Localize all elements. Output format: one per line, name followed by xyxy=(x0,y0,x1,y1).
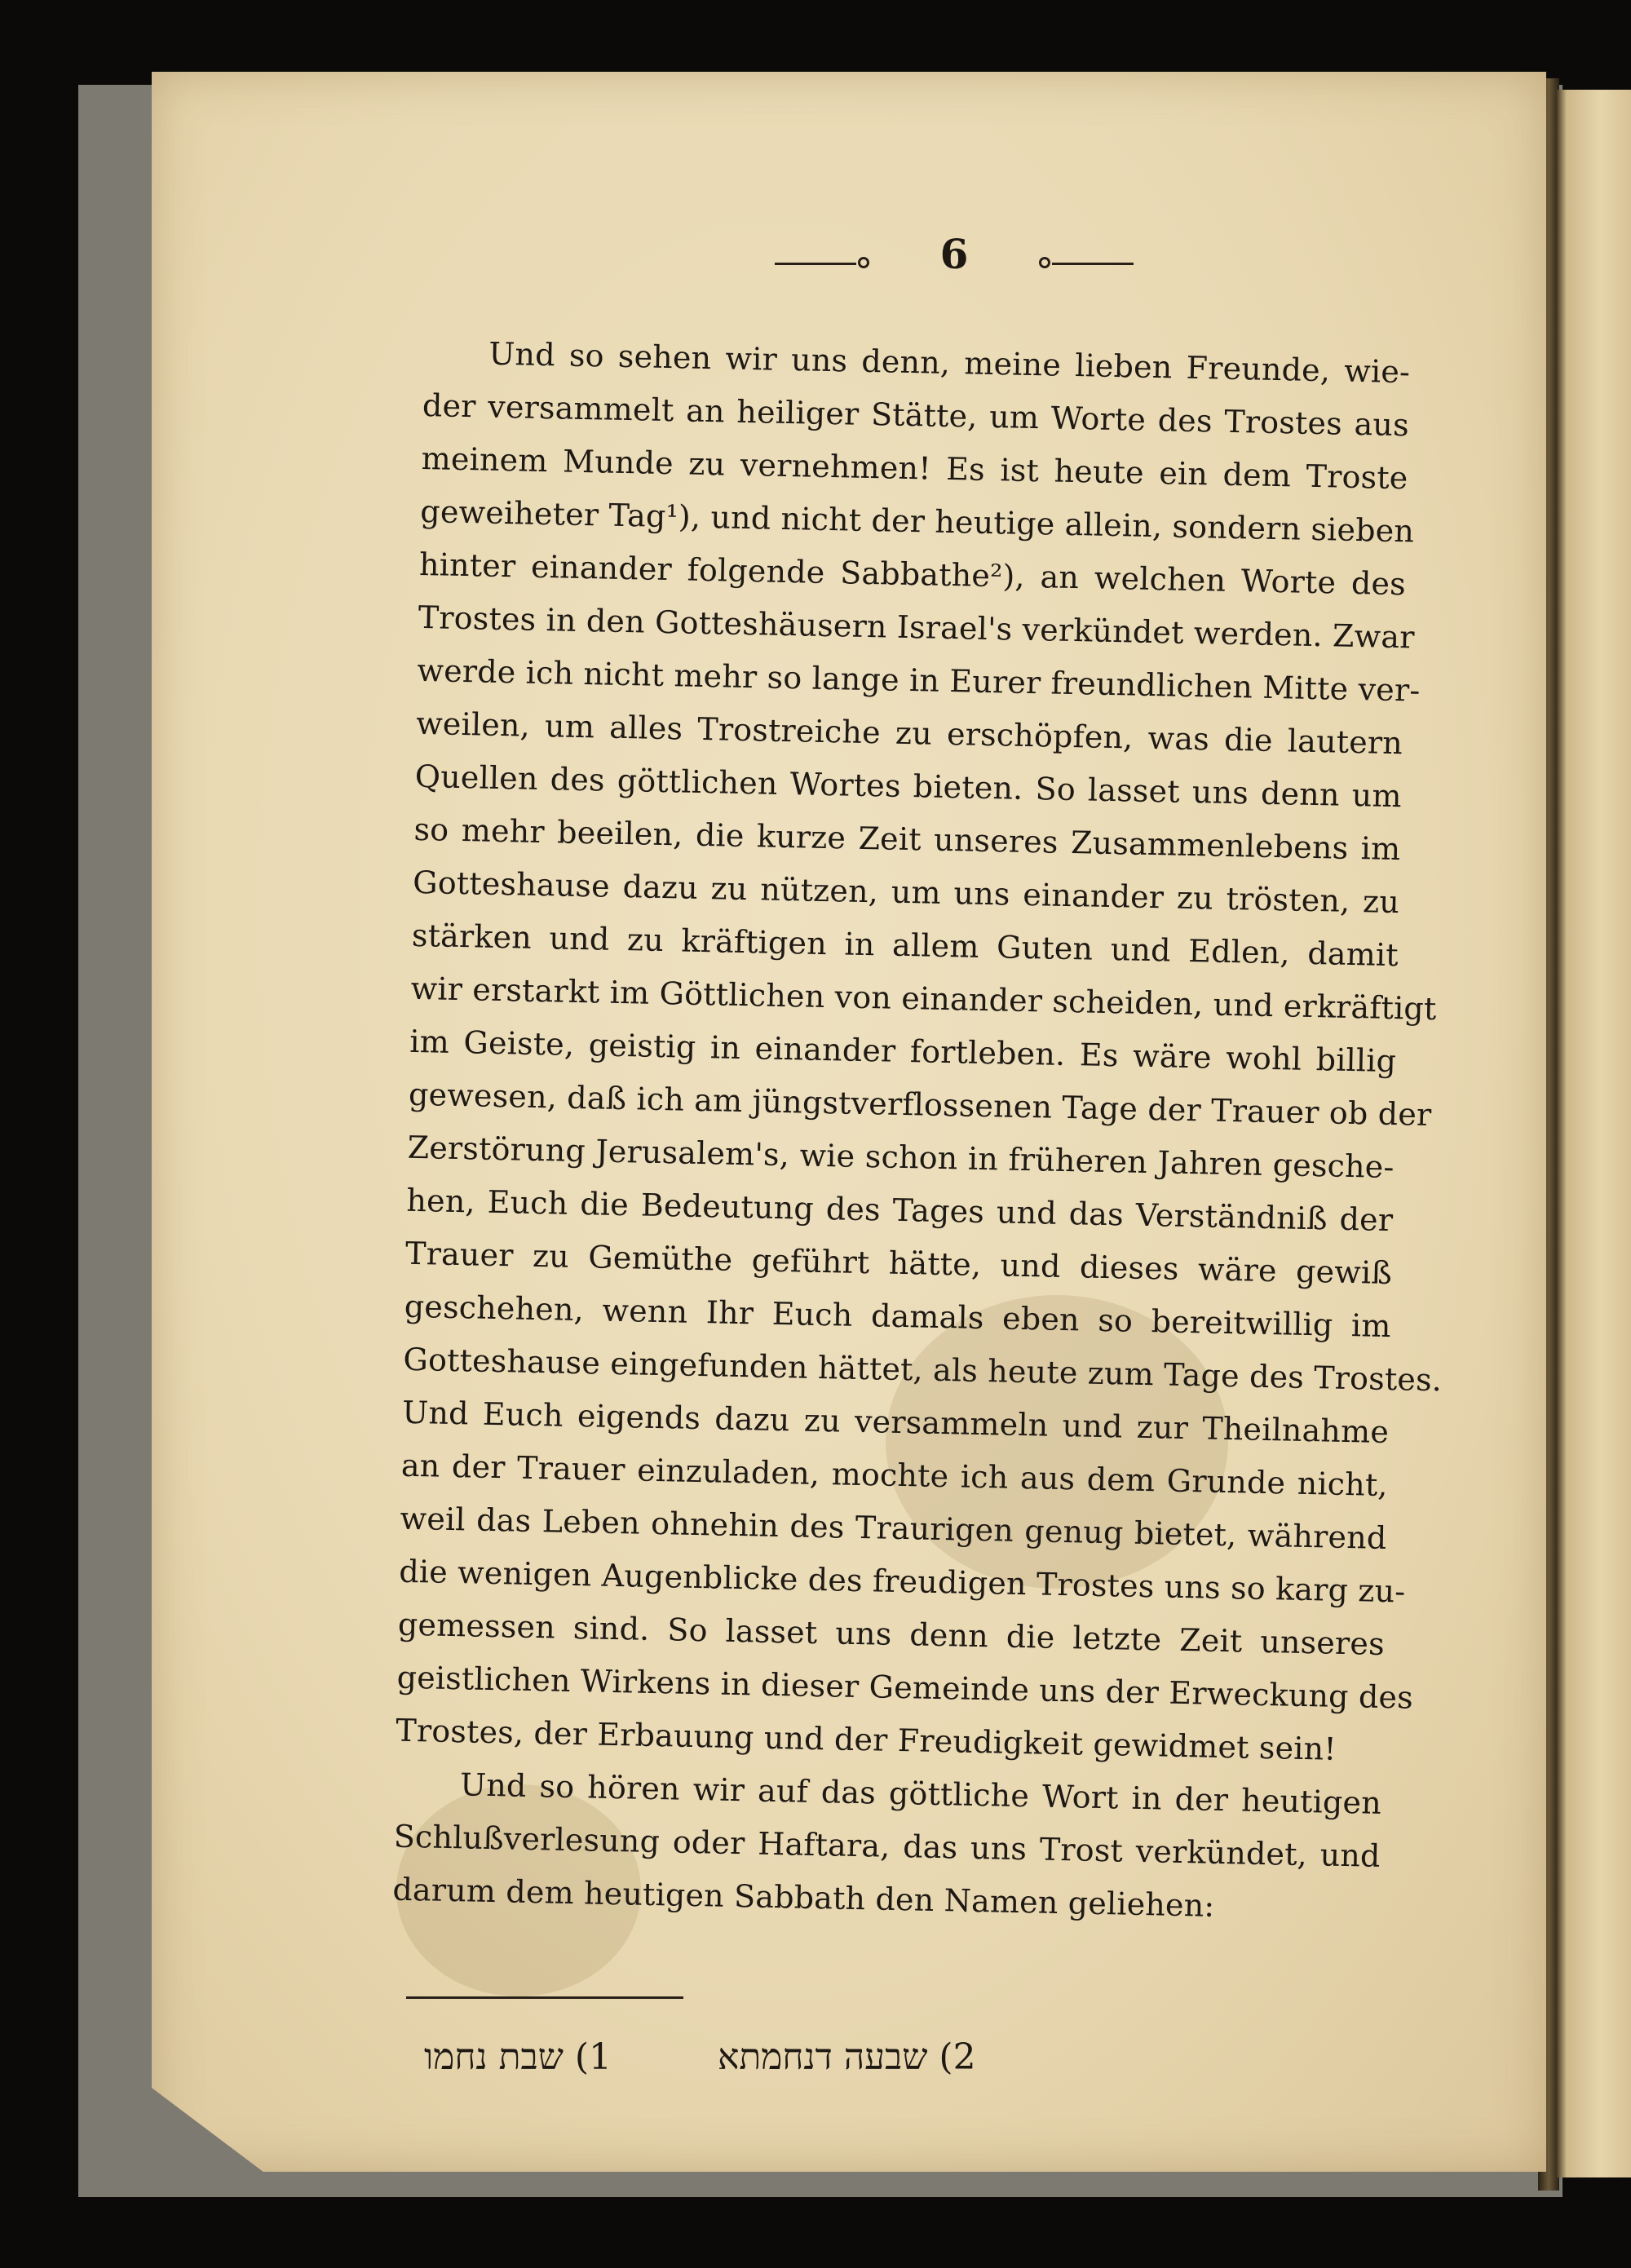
text-line: Und so sehen wir uns denn, meine lieben Freunde, wie- xyxy=(488,335,1411,391)
text-line: Zerstörung Jerusalem's, wie schon in früheren Jahren gesche- xyxy=(407,1129,1395,1186)
facing-page-edge xyxy=(1556,90,1631,2177)
text-line: der versammelt an heiliger Stätte, um Worte des Trostes aus xyxy=(422,387,1410,444)
text-line: Und Euch eigends dazu zu versammeln und zur Theilnahme xyxy=(401,1394,1390,1451)
text-line: weilen, um alles Trostreiche zu erschöpfen, was die lautern xyxy=(415,705,1403,762)
footnote-2 xyxy=(718,2029,976,2086)
text-line: Trostes, der Erbauung und der Freudigkeit gewidmet sein! xyxy=(395,1712,1337,1767)
footnote-text: שבעה דנחמתא xyxy=(718,2036,928,2078)
text-line: Trauer zu Gemüthe geführt hätte, und dieses wäre gewiß xyxy=(404,1235,1393,1292)
text-line: die wenigen Augenblicke des freudigen Trostes uns so karg zu- xyxy=(398,1553,1406,1610)
header-rule-right xyxy=(1052,263,1134,265)
footnote-mark: 2) xyxy=(939,2036,976,2078)
paragraph-2 xyxy=(392,1757,1382,1936)
text-line: Gotteshause dazu zu nützen, um uns einander zu trösten, zu xyxy=(412,864,1400,921)
text-line: geschehen, wenn Ihr Euch damals eben so bereitwillig im xyxy=(404,1288,1392,1345)
text-line: hinter einander folgende Sabbathe²), an welchen Worte des xyxy=(418,546,1407,603)
text-line: an der Trauer einzuladen, mochte ich aus dem Grunde nicht, xyxy=(400,1447,1389,1503)
text-line: weil das Leben ohnehin des Traurigen genug bietet, während xyxy=(400,1500,1387,1556)
text-line: hen, Euch die Bedeutung des Tages und das Verständniß der xyxy=(406,1182,1394,1239)
text-line: im Geiste, geistig in einander fortleben. Es wäre wohl billig xyxy=(409,1023,1397,1080)
text-line: geweiheter Tag¹), und nicht der heutige allein, sondern sieben xyxy=(420,493,1415,550)
text-line: so mehr beeilen, die kurze Zeit unseres Zusammenlebens im xyxy=(413,811,1401,868)
footnote-rule xyxy=(406,1996,683,1999)
body-text xyxy=(392,326,1443,1936)
text-line: Trostes in den Gotteshäusern Israel's verkündet werden. Zwar xyxy=(418,599,1416,656)
footnote-mark: 1) xyxy=(574,2036,612,2078)
text-line: gewesen, daß ich am jüngstverflossenen Tage der Trauer ob der xyxy=(408,1076,1432,1133)
text-line: Quellen des göttlichen Wortes bieten. So lasset uns denn um xyxy=(414,758,1403,815)
footnote-text: שבת נחמו xyxy=(424,2036,564,2078)
page-header xyxy=(775,230,1134,287)
text-line: Schlußverlesung oder Haftara, das uns Trost verkündet, und xyxy=(393,1818,1381,1874)
text-line: gemessen sind. So lasset uns denn die letzte Zeit unseres xyxy=(397,1606,1386,1662)
text-line: meinem Munde zu vernehmen! Es ist heute ein dem Troste xyxy=(421,440,1408,497)
text-line: werde ich nicht mehr so lange in Eurer freundlichen Mitte ver- xyxy=(417,652,1421,709)
text-line: darum dem heutigen Sabbath den Namen geliehen: xyxy=(392,1871,1215,1924)
text-line: Und so hören wir auf das göttliche Wort in der heutigen xyxy=(459,1766,1382,1821)
page-number: 6 xyxy=(939,230,969,278)
header-ornament-right xyxy=(1039,257,1050,268)
text-line: stärken und zu kräftigen in allem Guten und Edlen, damit xyxy=(411,917,1399,974)
text-line: geistlichen Wirkens in dieser Gemeinde uns der Erweckung des xyxy=(396,1659,1414,1716)
text-line: wir erstarkt im Göttlichen von einander scheiden, und erkräftigt xyxy=(410,970,1437,1028)
text-line: Gotteshause eingefunden hättet, als heute zum Tage des Trostes. xyxy=(403,1341,1443,1399)
paragraph-1 xyxy=(395,326,1443,1777)
footnote-1 xyxy=(424,2029,612,2086)
footnotes xyxy=(424,2029,1044,2094)
